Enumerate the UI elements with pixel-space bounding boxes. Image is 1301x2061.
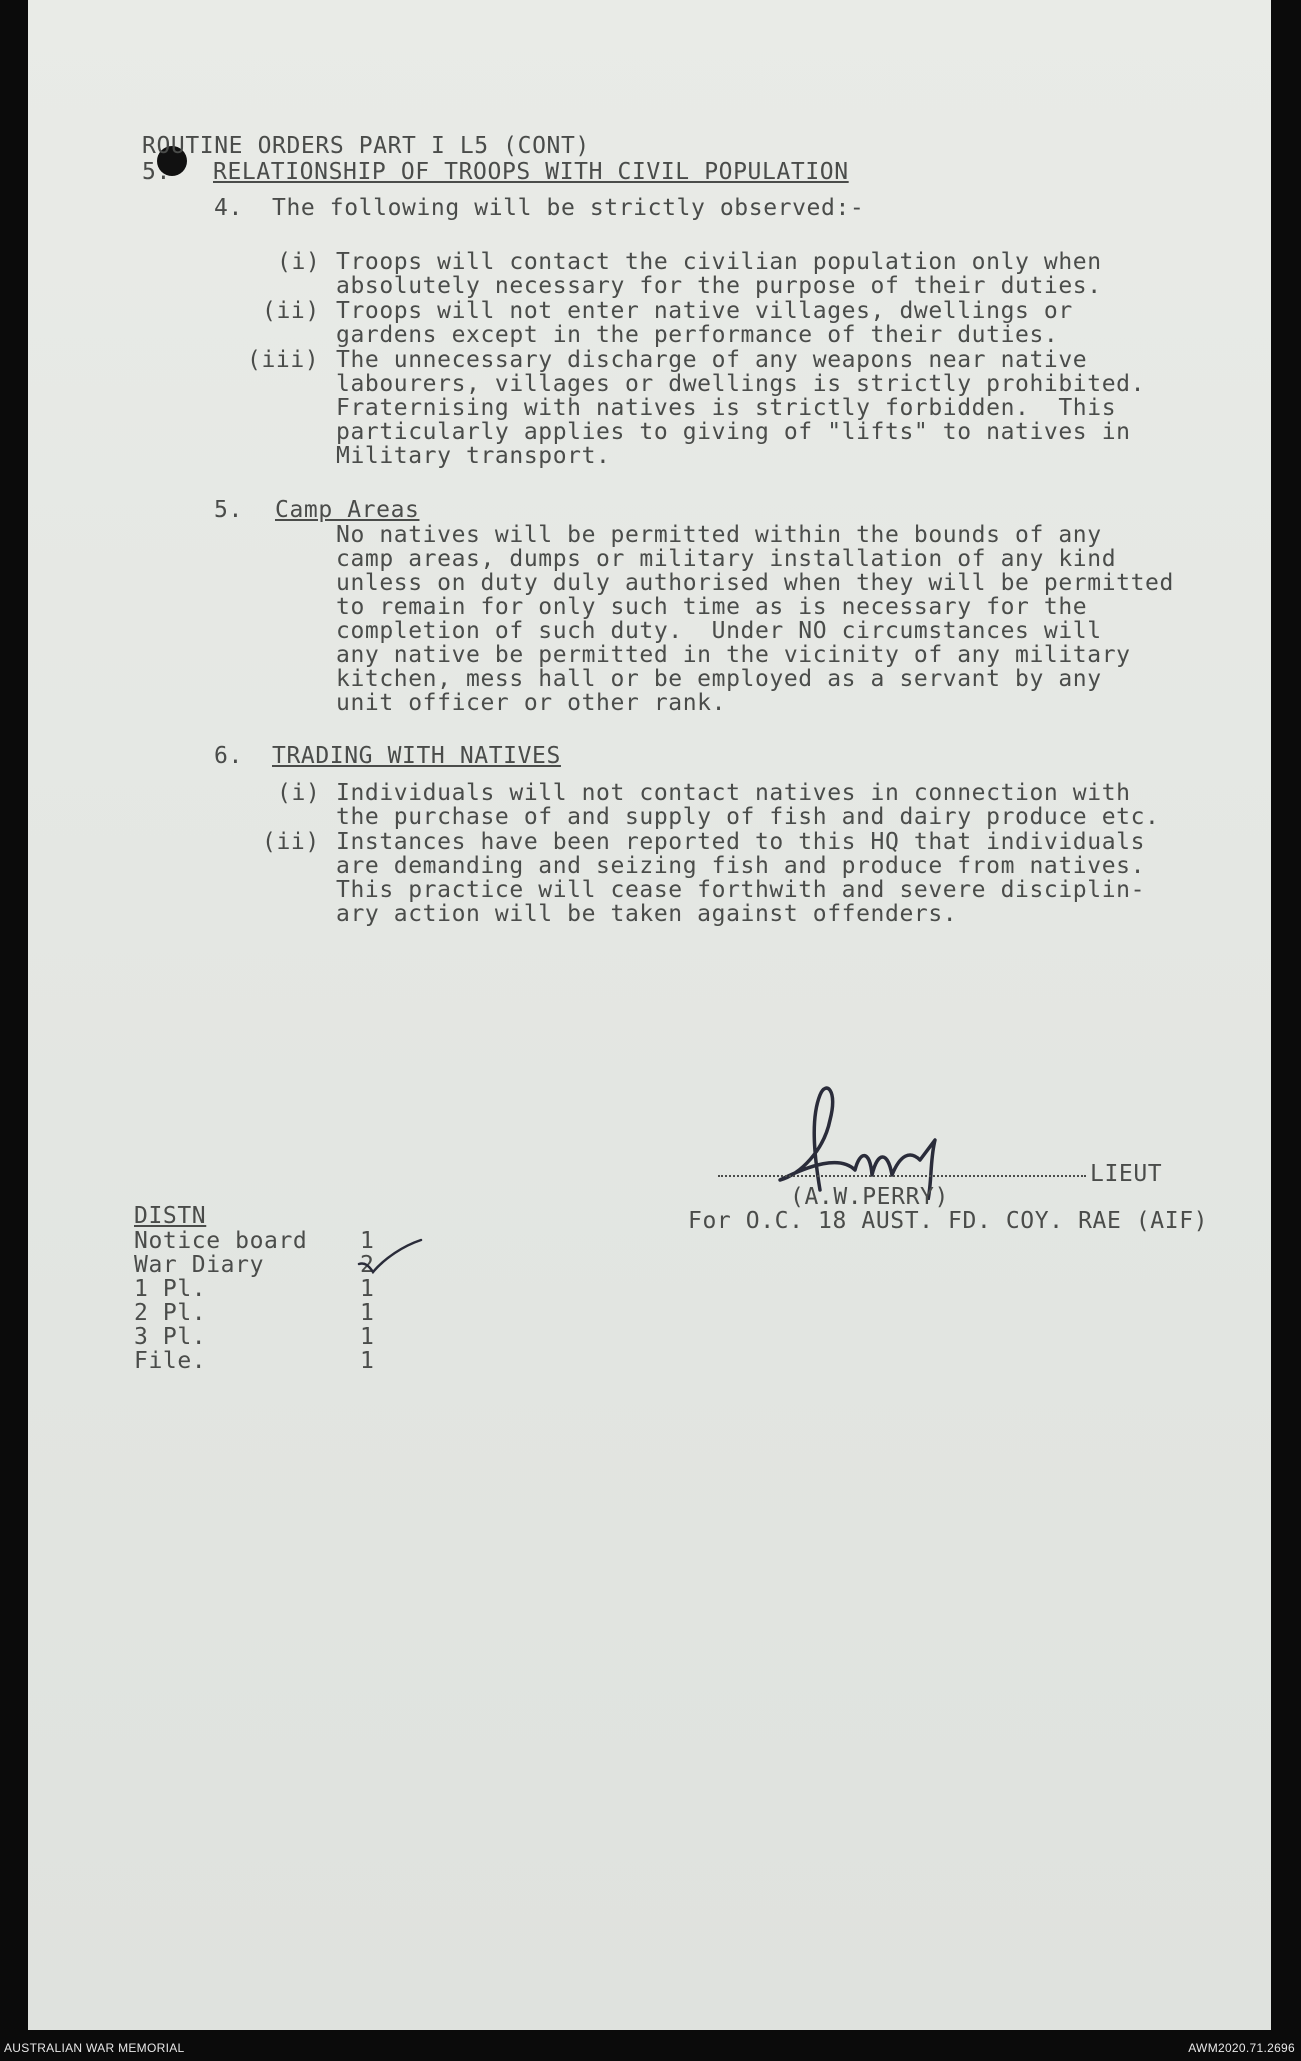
para5-line: camp areas, dumps or military installation of any kind bbox=[336, 546, 1117, 572]
section-title: RELATIONSHIP OF TROOPS WITH CIVIL POPULATION bbox=[213, 159, 849, 185]
distribution-count: 1 bbox=[360, 1324, 375, 1350]
para5-line: No natives will be permitted within the bounds of any bbox=[336, 522, 1102, 548]
para6-heading: TRADING WITH NATIVES bbox=[272, 743, 561, 769]
distribution-label: 3 Pl. bbox=[134, 1324, 207, 1350]
para6-item-line: Individuals will not contact natives in connection with bbox=[336, 780, 1131, 806]
para4-item-num: (ii) bbox=[262, 298, 320, 324]
handwritten-signature bbox=[760, 1080, 990, 1200]
para4-item-line: Troops will contact the civilian population only when bbox=[336, 249, 1102, 275]
distribution-label: Notice board bbox=[134, 1228, 308, 1254]
para4-item-line: Troops will not enter native villages, dwellings or bbox=[336, 298, 1073, 324]
para4-item-line: Fraternising with natives is strictly forbidden. This bbox=[336, 395, 1117, 421]
signature-for-line: For O.C. 18 AUST. FD. COY. RAE (AIF) bbox=[688, 1208, 1209, 1234]
para6-item-num: (i) bbox=[277, 780, 321, 806]
para4-item-line: The unnecessary discharge of any weapons near native bbox=[336, 347, 1088, 373]
distribution-label: 2 Pl. bbox=[134, 1300, 207, 1326]
distribution-label: War Diary bbox=[134, 1252, 265, 1278]
para5-heading: Camp Areas bbox=[275, 497, 420, 523]
distribution-count: 1 bbox=[360, 1348, 375, 1374]
distribution-label: File. bbox=[134, 1348, 207, 1374]
para4-item-num: (iii) bbox=[247, 347, 320, 373]
handwritten-tick-mark bbox=[355, 1238, 425, 1278]
para4-item-line: Military transport. bbox=[336, 443, 611, 469]
para6-item-line: Instances have been reported to this HQ that individuals bbox=[336, 829, 1146, 855]
para4-item-line: absolutely necessary for the purpose of their duties. bbox=[336, 273, 1102, 299]
distribution-heading: DISTN bbox=[134, 1203, 207, 1229]
distribution-count: 1 bbox=[360, 1276, 375, 1302]
distribution-label: 1 Pl. bbox=[134, 1276, 207, 1302]
para4-item-line: particularly applies to giving of "lifts" to natives in bbox=[336, 419, 1131, 445]
distribution-count: 2 bbox=[360, 1252, 375, 1278]
section-number: 5. bbox=[142, 159, 171, 185]
para6-item-line: This practice will cease forthwith and severe disciplin- bbox=[336, 877, 1146, 903]
archive-credit: AUSTRALIAN WAR MEMORIAL bbox=[4, 2041, 185, 2055]
para5-number: 5. bbox=[214, 497, 243, 523]
distribution-count: 1 bbox=[360, 1228, 375, 1254]
para6-item-line: are demanding and seizing fish and produce from natives. bbox=[336, 853, 1146, 879]
para4-intro: The following will be strictly observed:- bbox=[272, 195, 865, 221]
para4-item-num: (i) bbox=[277, 249, 321, 275]
para4-item-line: labourers, villages or dwellings is strictly prohibited. bbox=[336, 371, 1146, 397]
para4-number: 4. bbox=[214, 195, 243, 221]
para5-line: kitchen, mess hall or be employed as a servant by any bbox=[336, 666, 1102, 692]
para5-line: any native be permitted in the vicinity of any military bbox=[336, 642, 1131, 668]
para6-item-line: ary action will be taken against offenders. bbox=[336, 901, 958, 927]
signature-rank: LIEUT bbox=[1090, 1161, 1163, 1187]
archive-reference: AWM2020.71.2696 bbox=[1188, 2041, 1295, 2055]
distribution-count: 1 bbox=[360, 1300, 375, 1326]
para6-number: 6. bbox=[214, 743, 243, 769]
para4-item-line: gardens except in the performance of their duties. bbox=[336, 322, 1059, 348]
signature-name: (A.W.PERRY) bbox=[790, 1184, 949, 1210]
para5-line: to remain for only such time as is necessary for the bbox=[336, 594, 1088, 620]
document-title: ROUTINE ORDERS PART I L5 (CONT) bbox=[142, 133, 590, 159]
para5-line: completion of such duty. Under NO circumstances will bbox=[336, 618, 1102, 644]
para5-line: unless on duty duly authorised when they will be permitted bbox=[336, 570, 1174, 596]
signature-line bbox=[718, 1175, 1086, 1177]
para5-line: unit officer or other rank. bbox=[336, 690, 727, 716]
para6-item-line: the purchase of and supply of fish and dairy produce etc. bbox=[336, 804, 1160, 830]
para6-item-num: (ii) bbox=[262, 829, 320, 855]
